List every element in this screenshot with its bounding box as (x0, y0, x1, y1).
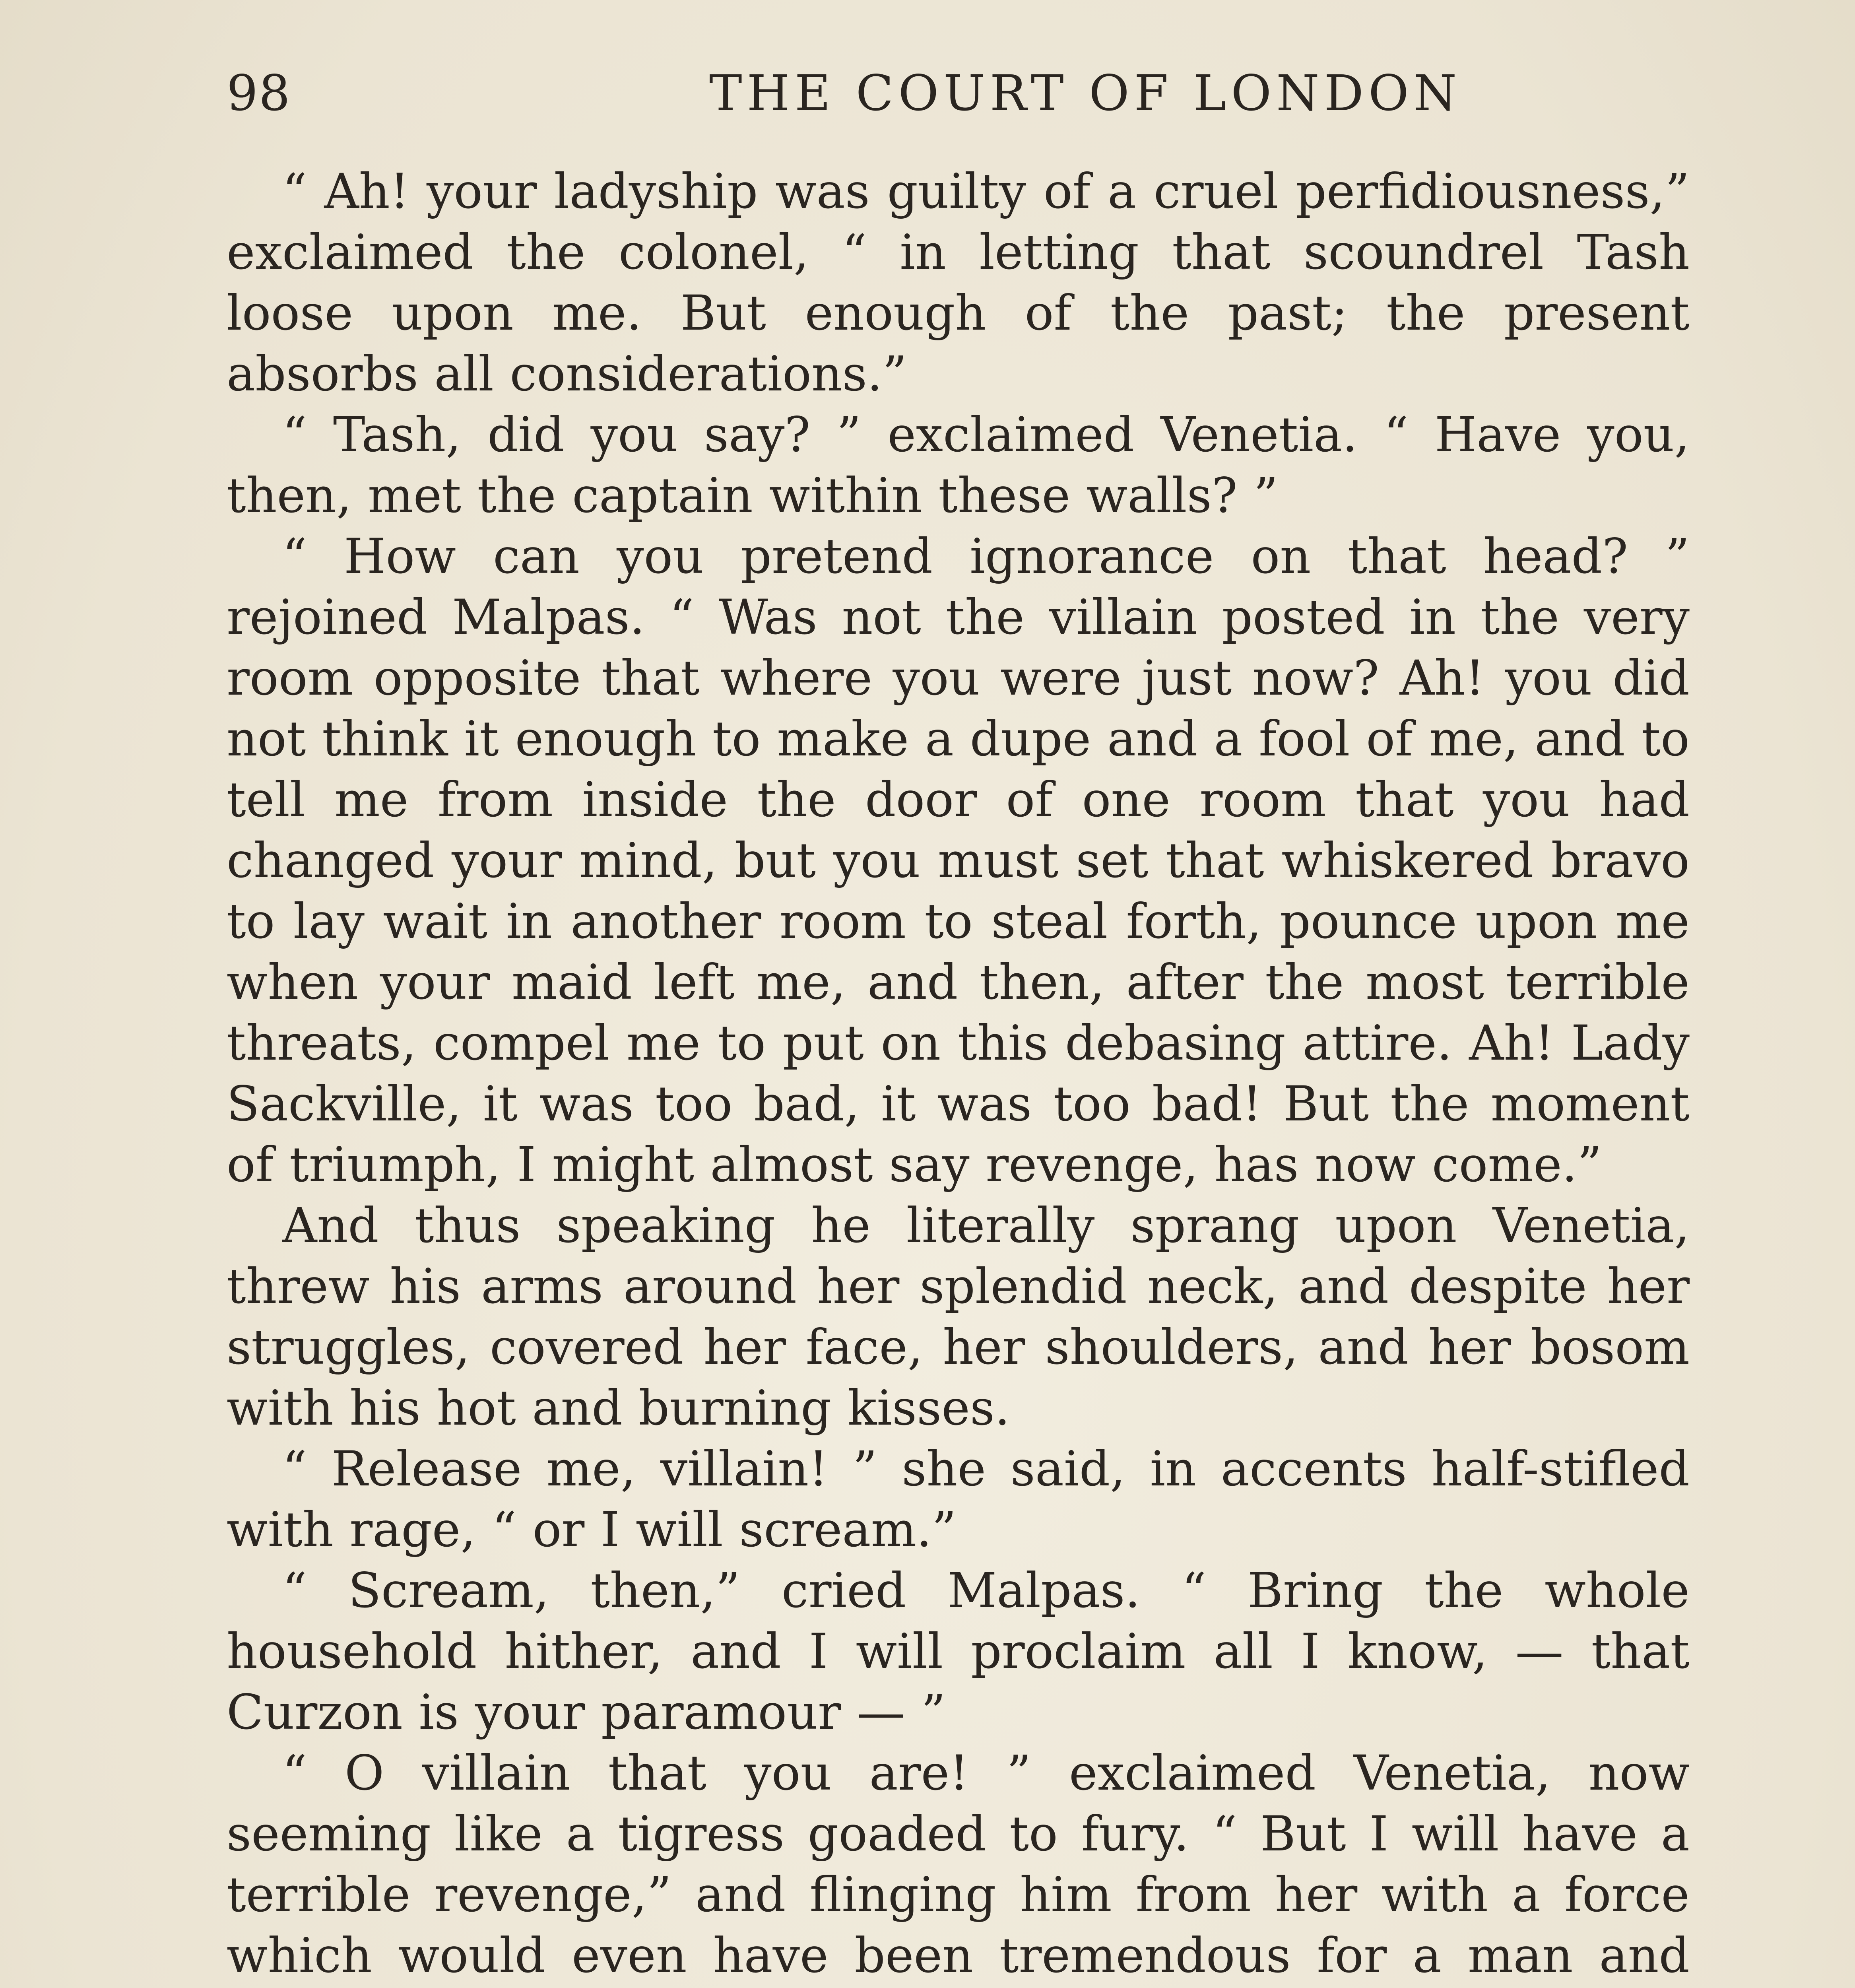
paragraph: And thus speaking he literally sprang upon Venetia, threw his arms around her splendid neck, and despite her struggles, covered her face, her shoulders, and her bosom with his hot and burning kisses. (227, 1198, 1690, 1436)
paragraph: “ Ah! your ladyship was guilty of a cruel perfidiousness,” exclaimed the colonel, “ in letting that scoundrel Tash loose upon me. But enough of the past; the present absorbs all considerations.” (227, 163, 1690, 402)
page-header (227, 60, 1690, 127)
paragraph: “ Scream, then,” cried Malpas. “ Bring the whole household hither, and I will proclaim all I know, — that Curzon is your paramour — ” (227, 1563, 1690, 1740)
running-title: THE COURT OF LONDON (709, 65, 1462, 122)
paragraph: “ O villain that you are! ” exclaimed Venetia, now seeming like a tigress goaded to fury. “ But I will have a terrible revenge,” and flinging him from her with a force which would even have been tremendous for a man and (227, 1745, 1690, 1984)
paragraph: “ Tash, did you say? ” exclaimed Venetia. “ Have you, then, met the captain within these walls? ” (227, 407, 1690, 524)
page-number: 98 (227, 65, 291, 122)
body-text (227, 161, 1690, 1988)
paragraph: “ Release me, villain! ” she said, in accents half-stifled with rage, “ or I will scream.” (227, 1441, 1690, 1558)
paragraph: “ How can you pretend ignorance on that head? ” rejoined Malpas. “ Was not the villain posted in the very room opposite that where you were just now? Ah! you did not think it enough to make a dupe and a fool of me, and to tell me from inside the door of one room that you had changed your mind, but you must set that whiskered bravo to lay wait in another room to steal forth, pounce upon me when your maid left me, and then, after the most terrible threats, compel me to put on this debasing attire. Ah! Lady Sackville, it was too bad, it was too bad! But the moment of triumph, I might almost say revenge, has now come.” (227, 528, 1690, 1193)
